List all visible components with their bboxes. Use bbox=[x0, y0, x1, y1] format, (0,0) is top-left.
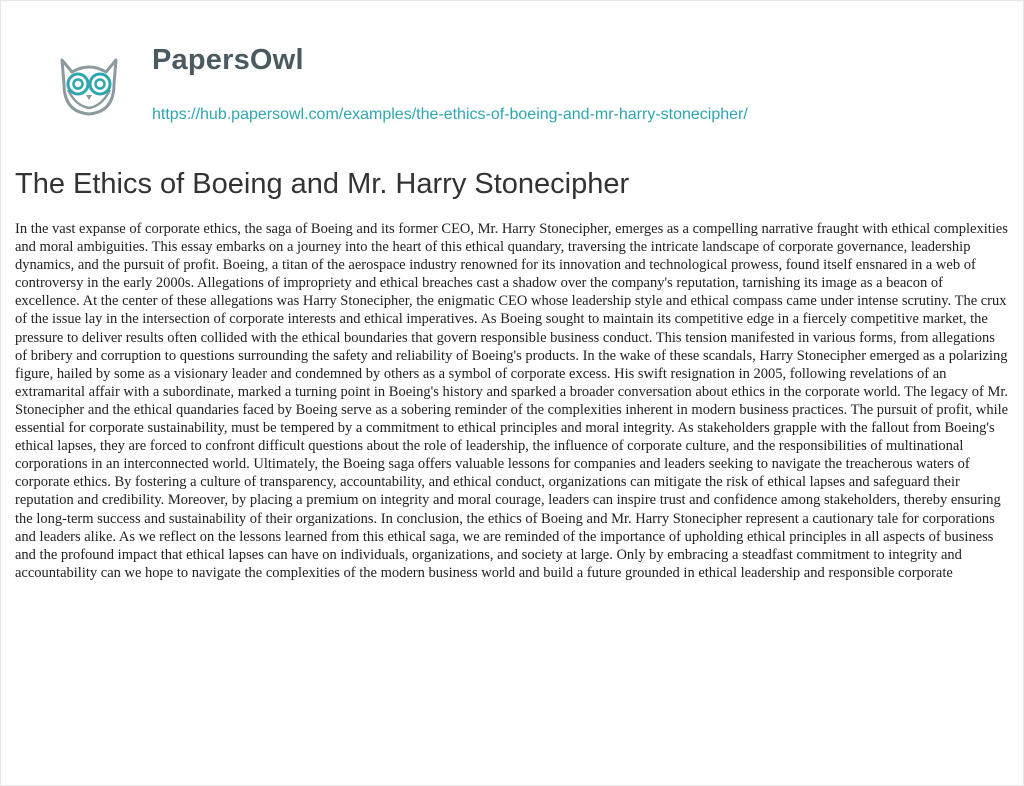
essay-body: In the vast expanse of corporate ethics, the saga of Boeing and its former CEO, Mr. Harry Stonecipher, emerges as a compelling narrative fraught with ethical complexities and moral ambiguities. This essay embarks on a journey into the heart of this ethical quandary, traversing the intricate landscape of corporate governance, leadership dynamics, and the pursuit of profit. Boeing, a titan of the aerospace industry renowned for its innovation and technological prowess, found itself ensnared in a web of controversy in the early 2000s. Allegations of impropriety and ethical breaches cast a shadow over the company's reputation, tarnishing its image as a beacon of excellence. At the center of these allegations was Harry Stonecipher, the enigmatic CEO whose leadership style and ethical compass came under intense scrutiny. The crux of the issue lay in the intersection of corporate interests and ethical imperatives. As Boeing sought to maintain its competitive edge in a fiercely competitive market, the pressure to deliver results often collided with the ethical boundaries that govern responsible business conduct. This tension manifested in various forms, from allegations of bribery and corruption to questions surrounding the safety and reliability of Boeing's products. In the wake of these scandals, Harry Stonecipher emerged as a polarizing figure, hailed by some as a visionary leader and condemned by others as a symbol of corporate excess. His swift resignation in 2005, following revelations of an extramarital affair with a subordinate, marked a turning point in Boeing's history and sparked a broader conversation about ethics in the corporate world. The legacy of Mr. Stonecipher and the ethical quandaries faced by Boeing serve as a sobering reminder of the complexities inherent in modern business practices. The pursuit of profit, while essential for corporate sustainability, must be tempered by a commitment to ethical principles and moral integrity. As stakeholders grapple with the fallout from Boeing's ethical lapses, they are forced to confront difficult questions about the role of leadership, the influence of corporate culture, and the responsibilities of multinational corporations in an interconnected world. Ultimately, the Boeing saga offers valuable lessons for companies and leaders seeking to navigate the treacherous waters of corporate ethics. By fostering a culture of transparency, accountability, and ethical conduct, organizations can mitigate the risk of ethical lapses and safeguard their reputation and credibility. Moreover, by placing a premium on integrity and moral courage, leaders can inspire trust and confidence among stakeholders, thereby ensuring the long-term success and sustainability of their organizations. In conclusion, the ethics of Boeing and Mr. Harry Stonecipher represent a cautionary tale for corporations and leaders alike. As we reflect on the lessons learned from this ethical saga, we are reminded of the importance of upholding ethical principles in all aspects of business and the profound impact that ethical lapses can have on individuals, organizations, and society at large. Only by embracing a steadfast commitment to integrity and accountability can we hope to navigate the complexities of the modern business world and build a future grounded in ethical leadership and responsible corporate bbox=[15, 221, 1009, 581]
brand-name[interactable]: PapersOwl bbox=[152, 44, 304, 76]
owl-logo-icon[interactable] bbox=[48, 40, 130, 122]
source-url-link[interactable]: https://hub.papersowl.com/examples/the-ethics-of-boeing-and-mr-harry-stonecipher/ bbox=[152, 106, 748, 123]
page-title: The Ethics of Boeing and Mr. Harry Stonecipher bbox=[15, 168, 630, 200]
site-header bbox=[48, 40, 988, 140]
owl-logo-shape bbox=[62, 60, 116, 114]
